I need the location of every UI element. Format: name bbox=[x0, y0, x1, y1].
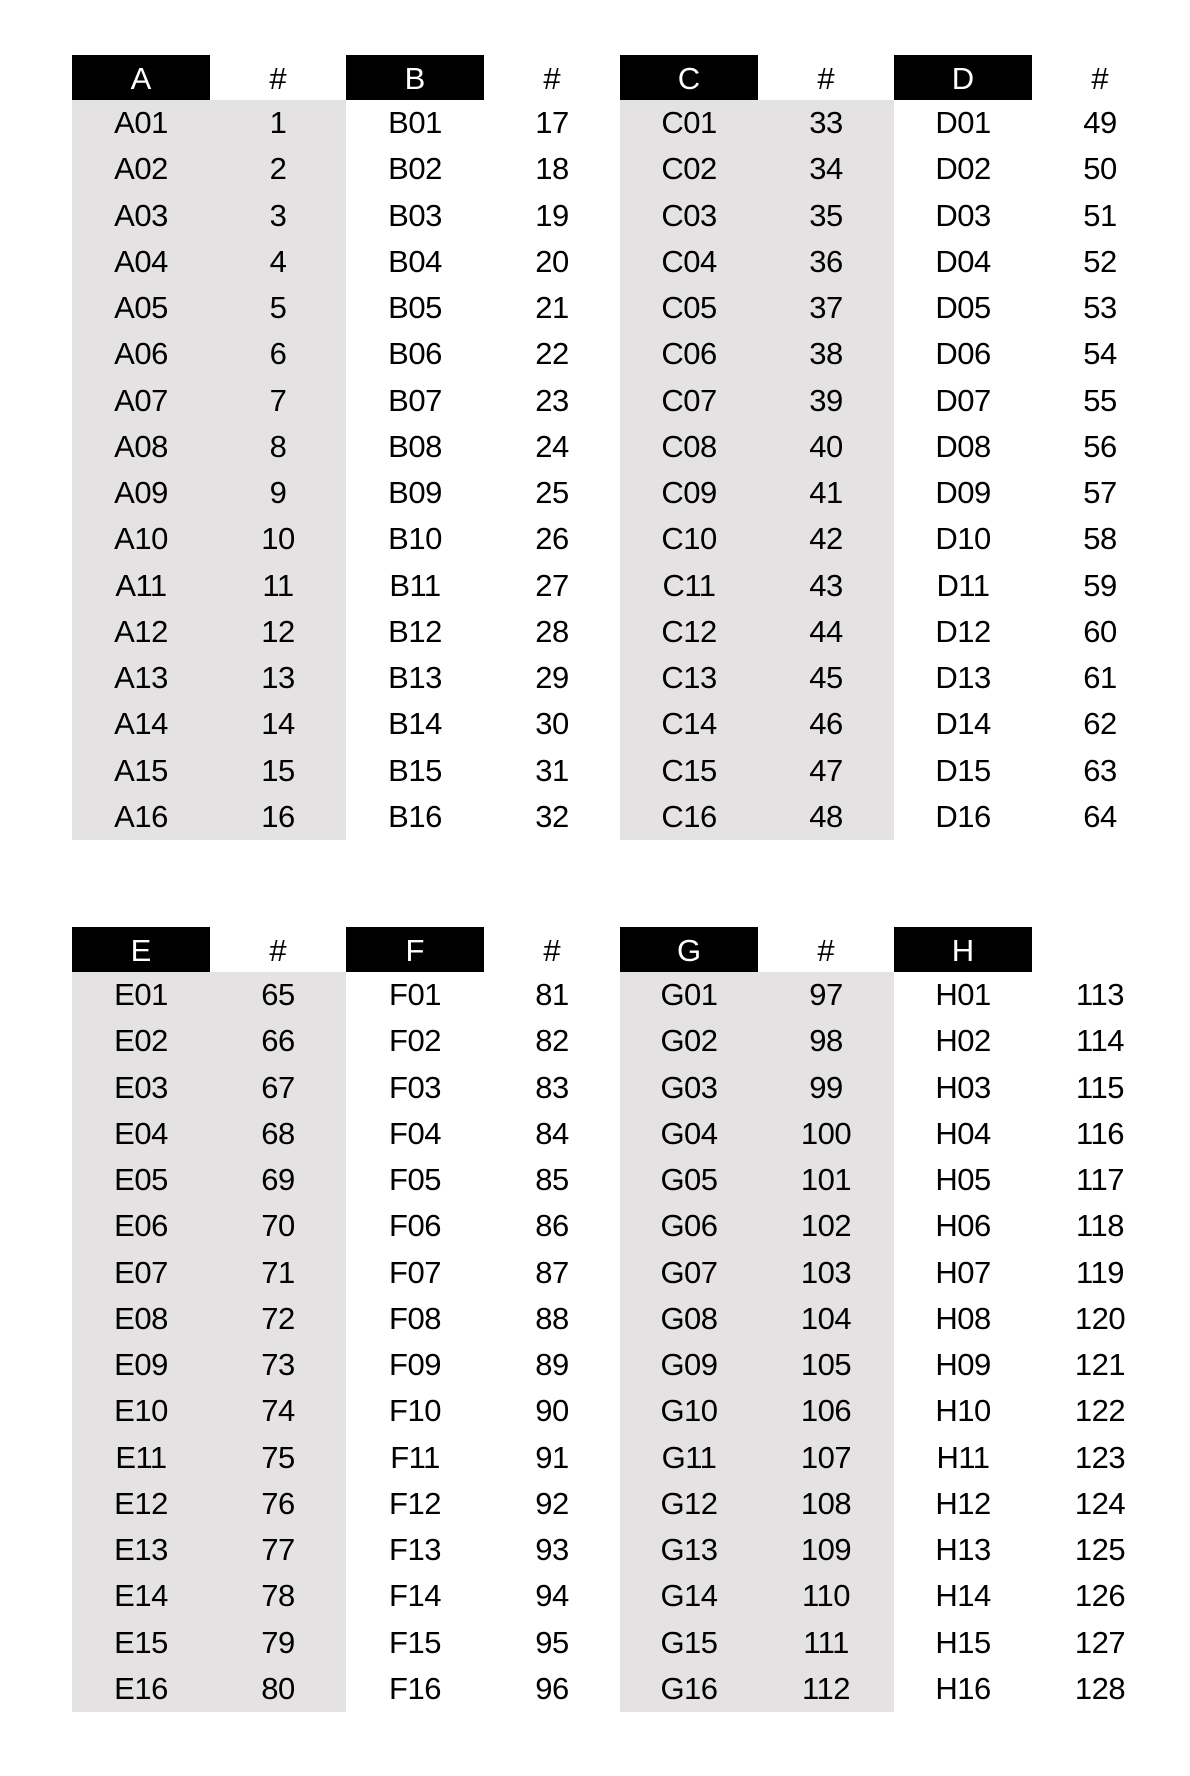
cell-label: D02 bbox=[935, 151, 991, 187]
cell-number: 41 bbox=[809, 475, 843, 510]
cell-number: 89 bbox=[535, 1347, 569, 1382]
cell-number: 95 bbox=[535, 1624, 569, 1660]
cell-number: 64 bbox=[1083, 798, 1117, 834]
cell-label: G08 bbox=[660, 1300, 718, 1336]
cell-label: F04 bbox=[389, 1115, 441, 1151]
cell-label: D12 bbox=[935, 613, 991, 649]
cell-label: G13 bbox=[660, 1532, 718, 1567]
cell-number: 29 bbox=[535, 660, 569, 695]
column-header: E bbox=[72, 927, 210, 972]
cell-label: F12 bbox=[389, 1485, 441, 1521]
cell-label: C03 bbox=[661, 197, 717, 233]
cell-number: 111 bbox=[803, 1624, 849, 1660]
cell-label: E07 bbox=[114, 1254, 168, 1290]
cell-label: G01 bbox=[660, 977, 718, 1012]
cell-label: F16 bbox=[389, 1670, 441, 1706]
cell-number: 126 bbox=[1074, 1578, 1126, 1614]
cell-label: B13 bbox=[388, 660, 442, 695]
cell-number: 26 bbox=[535, 521, 569, 557]
cell-number: 98 bbox=[809, 1023, 843, 1059]
cell-number: 52 bbox=[1083, 243, 1117, 279]
cell-number: 46 bbox=[809, 706, 843, 742]
cell-number: 9 bbox=[269, 475, 287, 510]
cell-label: H05 bbox=[935, 1162, 991, 1197]
cell-label: H09 bbox=[935, 1347, 991, 1382]
cell-label: E15 bbox=[114, 1624, 168, 1660]
cell-label: G16 bbox=[660, 1670, 718, 1706]
cell-number: 43 bbox=[809, 567, 843, 603]
cell-label: G02 bbox=[660, 1023, 718, 1059]
cell-label: H11 bbox=[936, 1439, 990, 1475]
cell-number: 70 bbox=[261, 1208, 295, 1244]
cell-number: 58 bbox=[1083, 521, 1117, 557]
cell-label: B04 bbox=[388, 243, 442, 279]
cell-number: 87 bbox=[535, 1254, 569, 1290]
cell-label: D08 bbox=[935, 428, 991, 464]
cell-number: 49 bbox=[1083, 105, 1117, 140]
cell-number: 81 bbox=[535, 977, 569, 1012]
cell-label: C11 bbox=[662, 567, 716, 603]
cell-number: 71 bbox=[261, 1254, 295, 1290]
cell-number: 105 bbox=[800, 1347, 852, 1382]
number-header: # bbox=[1091, 61, 1109, 96]
cell-label: H04 bbox=[935, 1115, 991, 1151]
cell-label: A07 bbox=[114, 382, 168, 418]
cell-label: G07 bbox=[660, 1254, 718, 1290]
cell-number: 36 bbox=[809, 243, 843, 279]
cell-number: 102 bbox=[800, 1208, 852, 1244]
cell-number: 33 bbox=[809, 105, 843, 140]
cell-number: 25 bbox=[535, 475, 569, 510]
cell-number: 75 bbox=[261, 1439, 295, 1475]
number-header: # bbox=[543, 61, 561, 96]
cell-number: 7 bbox=[269, 382, 287, 418]
number-header: # bbox=[543, 933, 561, 968]
cell-number: 77 bbox=[261, 1532, 295, 1567]
cell-number: 60 bbox=[1083, 613, 1117, 649]
column-header: D bbox=[894, 55, 1032, 100]
cell-label: A04 bbox=[114, 243, 168, 279]
cell-label: A14 bbox=[114, 706, 168, 742]
cell-number: 1 bbox=[269, 105, 287, 140]
cell-number: 47 bbox=[809, 752, 843, 788]
cell-label: F13 bbox=[389, 1532, 441, 1567]
cell-number: 50 bbox=[1083, 151, 1117, 187]
cell-number: 112 bbox=[802, 1670, 850, 1706]
cell-label: E10 bbox=[114, 1393, 168, 1429]
cell-number: 72 bbox=[261, 1300, 295, 1336]
cell-number: 108 bbox=[800, 1485, 852, 1521]
cell-number: 120 bbox=[1074, 1300, 1126, 1336]
cell-number: 16 bbox=[261, 798, 295, 834]
cell-label: G14 bbox=[660, 1578, 718, 1614]
column-header: G bbox=[620, 927, 758, 972]
cell-label: B02 bbox=[388, 151, 442, 187]
cell-number: 42 bbox=[809, 521, 843, 557]
cell-label: F01 bbox=[389, 977, 441, 1012]
cell-label: H08 bbox=[935, 1300, 991, 1336]
cell-number: 4 bbox=[269, 243, 287, 279]
cell-number: 94 bbox=[535, 1578, 569, 1614]
cell-number: 24 bbox=[535, 428, 569, 464]
cell-label: A01 bbox=[114, 105, 168, 140]
cell-number: 69 bbox=[261, 1162, 295, 1197]
cell-number: 48 bbox=[809, 798, 843, 834]
cell-label: A05 bbox=[114, 290, 168, 325]
cell-label: E14 bbox=[114, 1578, 168, 1614]
cell-label: A02 bbox=[114, 151, 168, 187]
cell-number: 127 bbox=[1074, 1624, 1126, 1660]
cell-number: 45 bbox=[809, 660, 843, 695]
cell-label: E06 bbox=[114, 1208, 168, 1244]
cell-label: G09 bbox=[660, 1347, 718, 1382]
cell-number: 68 bbox=[261, 1115, 295, 1151]
cell-label: C02 bbox=[661, 151, 717, 187]
cell-label: F09 bbox=[389, 1347, 441, 1382]
cell-label: A11 bbox=[115, 567, 167, 603]
column-header: F bbox=[346, 927, 484, 972]
cell-number: 84 bbox=[535, 1115, 569, 1151]
cell-label: H15 bbox=[935, 1624, 991, 1660]
cell-label: A12 bbox=[114, 613, 168, 649]
cell-number: 91 bbox=[535, 1439, 569, 1475]
cell-label: B03 bbox=[388, 197, 442, 233]
cell-label: C14 bbox=[661, 706, 717, 742]
cell-label: C01 bbox=[661, 105, 717, 140]
cell-number: 90 bbox=[535, 1393, 569, 1429]
cell-label: H12 bbox=[935, 1485, 991, 1521]
cell-label: E03 bbox=[114, 1069, 168, 1105]
cell-label: C12 bbox=[661, 613, 717, 649]
cell-number: 6 bbox=[269, 336, 287, 372]
cell-label: D14 bbox=[935, 706, 991, 742]
cell-label: F08 bbox=[389, 1300, 441, 1336]
cell-label: C06 bbox=[661, 336, 717, 372]
cell-number: 14 bbox=[261, 706, 295, 742]
cell-label: G04 bbox=[660, 1115, 718, 1151]
cell-label: G03 bbox=[660, 1069, 718, 1105]
cell-number: 12 bbox=[261, 613, 295, 649]
cell-number: 53 bbox=[1083, 290, 1117, 325]
cell-label: A13 bbox=[114, 660, 168, 695]
cell-number: 3 bbox=[269, 197, 287, 233]
cell-label: F15 bbox=[389, 1624, 441, 1660]
cell-label: F06 bbox=[389, 1208, 441, 1244]
cell-label: B16 bbox=[388, 798, 442, 834]
cell-label: C10 bbox=[661, 521, 717, 557]
cell-number: 76 bbox=[261, 1485, 295, 1521]
cell-label: B09 bbox=[388, 475, 442, 510]
cell-number: 62 bbox=[1083, 706, 1117, 742]
cell-label: F11 bbox=[390, 1439, 440, 1475]
cell-number: 106 bbox=[800, 1393, 852, 1429]
cell-label: D09 bbox=[935, 475, 991, 510]
cell-number: 122 bbox=[1074, 1393, 1126, 1429]
cell-number: 96 bbox=[535, 1670, 569, 1706]
cell-number: 116 bbox=[1076, 1115, 1124, 1151]
cell-label: G06 bbox=[660, 1208, 718, 1244]
cell-label: E08 bbox=[114, 1300, 168, 1336]
cell-number: 35 bbox=[809, 197, 843, 233]
cell-label: H03 bbox=[935, 1069, 991, 1105]
cell-label: H01 bbox=[935, 977, 991, 1012]
cell-number: 34 bbox=[809, 151, 843, 187]
cell-number: 119 bbox=[1076, 1254, 1124, 1290]
cell-number: 118 bbox=[1076, 1208, 1124, 1244]
cell-number: 63 bbox=[1083, 752, 1117, 788]
cell-label: B06 bbox=[388, 336, 442, 372]
cell-number: 121 bbox=[1074, 1347, 1126, 1382]
cell-label: B07 bbox=[388, 382, 442, 418]
cell-label: B08 bbox=[388, 428, 442, 464]
cell-number: 2 bbox=[269, 151, 287, 187]
cell-label: D11 bbox=[936, 567, 990, 603]
cell-number: 107 bbox=[800, 1439, 852, 1475]
cell-number: 23 bbox=[535, 382, 569, 418]
cell-number: 100 bbox=[800, 1115, 852, 1151]
cell-number: 117 bbox=[1076, 1162, 1124, 1197]
cell-label: C16 bbox=[661, 798, 717, 834]
cell-number: 54 bbox=[1083, 336, 1117, 372]
cell-number: 85 bbox=[535, 1162, 569, 1197]
cell-number: 115 bbox=[1076, 1069, 1124, 1105]
cell-number: 37 bbox=[809, 290, 843, 325]
cell-label: A08 bbox=[114, 428, 168, 464]
cell-label: B01 bbox=[388, 105, 442, 140]
cell-label: H02 bbox=[935, 1023, 991, 1059]
cell-label: H10 bbox=[935, 1393, 991, 1429]
cell-number: 59 bbox=[1083, 567, 1117, 603]
number-header: # bbox=[817, 933, 835, 968]
cell-label: A06 bbox=[114, 336, 168, 372]
cell-label: C15 bbox=[661, 752, 717, 788]
cell-number: 30 bbox=[535, 706, 569, 742]
column-header: H bbox=[894, 927, 1032, 972]
cell-number: 86 bbox=[535, 1208, 569, 1244]
cell-number: 82 bbox=[535, 1023, 569, 1059]
cell-number: 124 bbox=[1074, 1485, 1126, 1521]
cell-number: 57 bbox=[1083, 475, 1117, 510]
cell-number: 21 bbox=[535, 290, 569, 325]
cell-number: 66 bbox=[261, 1023, 295, 1059]
cell-label: D04 bbox=[935, 243, 991, 279]
cell-label: G15 bbox=[660, 1624, 718, 1660]
cell-number: 44 bbox=[809, 613, 843, 649]
cell-label: H14 bbox=[935, 1578, 991, 1614]
cell-number: 128 bbox=[1074, 1670, 1126, 1706]
cell-number: 123 bbox=[1074, 1439, 1126, 1475]
cell-number: 99 bbox=[809, 1069, 843, 1105]
cell-number: 51 bbox=[1083, 197, 1117, 233]
cell-number: 97 bbox=[809, 977, 843, 1012]
cell-label: E12 bbox=[114, 1485, 168, 1521]
cell-number: 15 bbox=[261, 752, 295, 788]
cell-label: F07 bbox=[389, 1254, 441, 1290]
cell-label: F02 bbox=[389, 1023, 441, 1059]
cell-number: 28 bbox=[535, 613, 569, 649]
cell-label: E13 bbox=[114, 1532, 168, 1567]
cell-label: B05 bbox=[388, 290, 442, 325]
cell-number: 40 bbox=[809, 428, 843, 464]
cell-label: B14 bbox=[388, 706, 442, 742]
cell-number: 113 bbox=[1076, 977, 1124, 1012]
cell-label: D10 bbox=[935, 521, 991, 557]
cell-label: H07 bbox=[935, 1254, 991, 1290]
cell-label: H16 bbox=[935, 1670, 991, 1706]
cell-label: E01 bbox=[114, 977, 168, 1012]
cell-number: 103 bbox=[800, 1254, 852, 1290]
cell-number: 65 bbox=[261, 977, 295, 1012]
cell-number: 83 bbox=[535, 1069, 569, 1105]
cell-label: D05 bbox=[935, 290, 991, 325]
cell-label: E09 bbox=[114, 1347, 168, 1382]
number-header: # bbox=[269, 61, 287, 96]
cell-label: D06 bbox=[935, 336, 991, 372]
cell-label: A09 bbox=[114, 475, 168, 510]
cell-label: A10 bbox=[114, 521, 168, 557]
column-header: B bbox=[346, 55, 484, 100]
cell-number: 61 bbox=[1083, 660, 1117, 695]
cell-label: D15 bbox=[935, 752, 991, 788]
cell-label: F10 bbox=[389, 1393, 441, 1429]
cell-number: 110 bbox=[802, 1578, 850, 1614]
cell-label: E02 bbox=[114, 1023, 168, 1059]
cell-number: 109 bbox=[800, 1532, 852, 1567]
cell-number: 78 bbox=[261, 1578, 295, 1614]
cell-number: 8 bbox=[269, 428, 287, 464]
cell-number: 93 bbox=[535, 1532, 569, 1567]
cell-number: 38 bbox=[809, 336, 843, 372]
cell-label: D03 bbox=[935, 197, 991, 233]
cell-number: 27 bbox=[535, 567, 569, 603]
cell-label: B11 bbox=[389, 567, 441, 603]
number-header: # bbox=[269, 933, 287, 968]
column-header: C bbox=[620, 55, 758, 100]
cell-label: B12 bbox=[388, 613, 442, 649]
cell-label: G10 bbox=[660, 1393, 718, 1429]
cell-label: C07 bbox=[661, 382, 717, 418]
cell-label: D16 bbox=[935, 798, 991, 834]
cell-label: A03 bbox=[114, 197, 168, 233]
cell-number: 39 bbox=[809, 382, 843, 418]
cell-label: F03 bbox=[389, 1069, 441, 1105]
cell-number: 56 bbox=[1083, 428, 1117, 464]
cell-label: H06 bbox=[935, 1208, 991, 1244]
cell-number: 55 bbox=[1083, 382, 1117, 418]
number-header bbox=[1032, 927, 1168, 972]
cell-label: E11 bbox=[115, 1439, 167, 1475]
cell-label: F05 bbox=[389, 1162, 441, 1197]
cell-number: 5 bbox=[269, 290, 287, 325]
cell-label: B10 bbox=[388, 521, 442, 557]
cell-number: 92 bbox=[535, 1485, 569, 1521]
cell-label: F14 bbox=[389, 1578, 441, 1614]
cell-number: 17 bbox=[535, 105, 569, 140]
cell-label: B15 bbox=[388, 752, 442, 788]
cell-number: 73 bbox=[261, 1347, 295, 1382]
cell-label: A16 bbox=[114, 798, 168, 834]
cell-label: C09 bbox=[661, 475, 717, 510]
cell-label: H13 bbox=[935, 1532, 991, 1567]
cell-number: 67 bbox=[261, 1069, 295, 1105]
number-header: # bbox=[817, 61, 835, 96]
cell-label: D01 bbox=[935, 105, 991, 140]
cell-number: 74 bbox=[261, 1393, 295, 1429]
cell-label: G11 bbox=[661, 1439, 717, 1475]
cell-label: C13 bbox=[661, 660, 717, 695]
cell-number: 88 bbox=[535, 1300, 569, 1336]
cell-label: D07 bbox=[935, 382, 991, 418]
cell-number: 22 bbox=[535, 336, 569, 372]
cell-number: 10 bbox=[261, 521, 295, 557]
cell-number: 18 bbox=[535, 151, 569, 187]
cell-label: G05 bbox=[660, 1162, 718, 1197]
cell-label: E04 bbox=[114, 1115, 168, 1151]
cell-number: 11 bbox=[262, 567, 294, 603]
cell-number: 19 bbox=[535, 197, 569, 233]
cell-number: 79 bbox=[261, 1624, 295, 1660]
cell-number: 125 bbox=[1074, 1532, 1126, 1567]
cell-number: 32 bbox=[535, 798, 569, 834]
cell-label: D13 bbox=[935, 660, 991, 695]
cell-label: G12 bbox=[660, 1485, 718, 1521]
column-header: A bbox=[72, 55, 210, 100]
cell-label: C08 bbox=[661, 428, 717, 464]
cell-number: 80 bbox=[261, 1670, 295, 1706]
cell-number: 13 bbox=[261, 660, 295, 695]
cell-label: E16 bbox=[114, 1670, 168, 1706]
cell-label: C05 bbox=[661, 290, 717, 325]
cell-number: 104 bbox=[800, 1300, 852, 1336]
cell-label: A15 bbox=[114, 752, 168, 788]
cell-label: E05 bbox=[114, 1162, 168, 1197]
cell-number: 101 bbox=[800, 1162, 852, 1197]
cell-number: 114 bbox=[1076, 1023, 1124, 1059]
cell-number: 31 bbox=[535, 752, 569, 788]
cell-label: C04 bbox=[661, 243, 717, 279]
cell-number: 20 bbox=[535, 243, 569, 279]
